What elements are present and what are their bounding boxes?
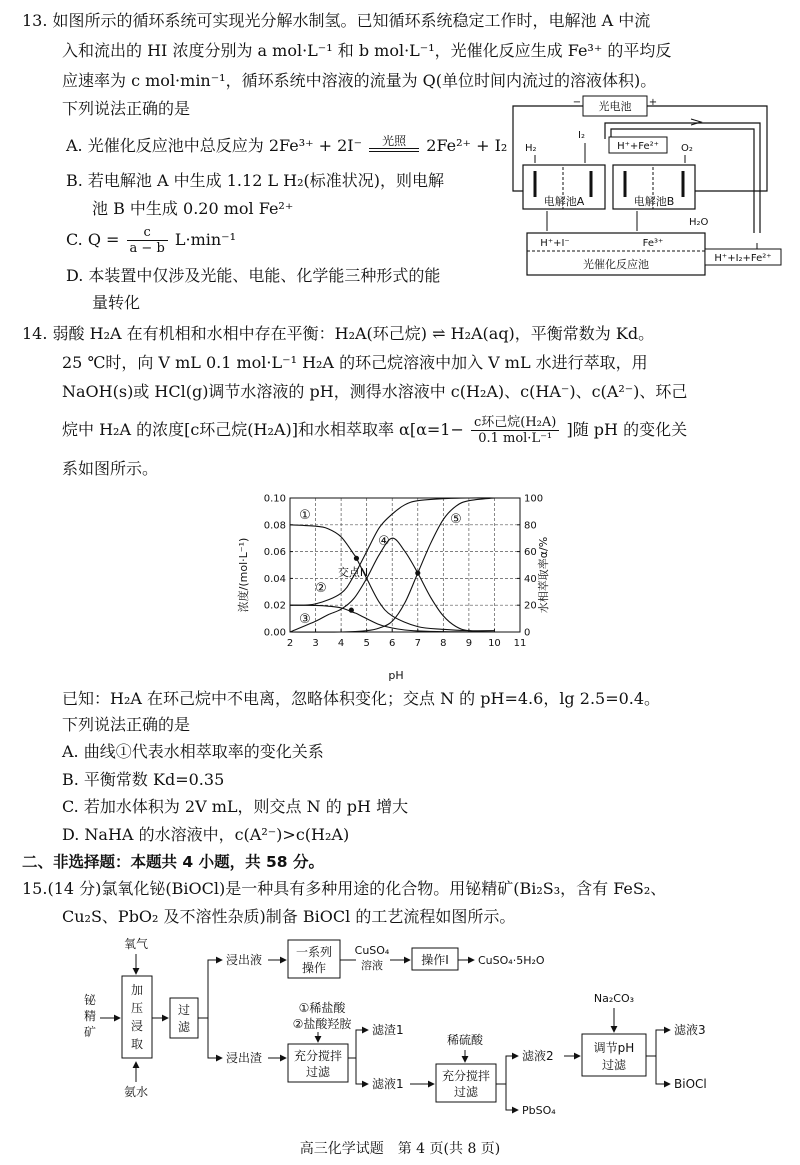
leach-label-4: 取 (130, 1037, 144, 1051)
q15-stem-line-1: 15.(14 分)氯氧化铋(BiOCl)是一种具有多种用途的化合物。用铋精矿(Bi₂S₃，含有 FeS₂、 (22, 879, 667, 898)
q13-option-a-pre: A. 光催化反应池中总反应为 2Fe³⁺ + 2I⁻ (66, 136, 363, 155)
chart-ylabel: 浓度/(mol·L⁻¹) (237, 537, 250, 613)
q13-option-c (66, 222, 236, 258)
y2-tick-label: 20 (524, 600, 537, 612)
q15-process-flowchart (60, 934, 760, 1124)
cuso4-solution-label-1: CuSO₄ (354, 944, 390, 957)
x-tick-label: 11 (513, 638, 527, 649)
cell-a-label: 电解池A (543, 195, 585, 208)
oxygen-label: 氧气 (123, 937, 149, 951)
reactor-label: 光催化反应池 (583, 258, 649, 271)
q13-option-a-post: 2Fe²⁺ + I₂ (426, 136, 508, 155)
series-label-3: ③ (299, 612, 311, 627)
q14-option-a: A. 曲线①代表水相萃取率的变化关系 (62, 742, 324, 761)
out-mix-label: H⁺+I₂+Fe²⁺ (714, 253, 772, 264)
series-label-2: ② (315, 581, 327, 596)
cuso4-solution-label-2: 溶液 (361, 959, 383, 972)
q13-option-d-line-1: D. 本装置中仅涉及光能、电能、化学能三种形式的能 (66, 266, 441, 285)
series-label-4: ④ (378, 534, 390, 549)
q14-option-c: C. 若加水体积为 2V mL，则交点 N 的 pH 增大 (62, 797, 409, 816)
bioci-product-label: BiOCl (674, 1077, 707, 1091)
x-tick-label: 6 (389, 638, 396, 649)
fraction-denominator: 0.1 mol·L⁻¹ (478, 431, 553, 446)
filtrate-3-label: 滤液3 (674, 1023, 706, 1037)
q13-option-c-pre: C. Q = (66, 230, 120, 249)
ore-label-2: 精 (83, 1009, 97, 1023)
chart-grid (290, 498, 520, 632)
y-tick-label: 0.10 (263, 493, 286, 505)
page-footer: 高三化学试题 第 4 页(共 8 页) (299, 1141, 501, 1157)
filtrate-1-label: 滤液1 (372, 1077, 404, 1091)
q14-ph-chart (225, 482, 565, 682)
stir-1-label-2: 过滤 (305, 1065, 331, 1079)
o2-label: O₂ (681, 143, 693, 154)
x-tick-label: 8 (440, 638, 447, 649)
h2o-label: H₂O (689, 217, 709, 228)
leach-label-2: 压 (130, 1001, 144, 1015)
intersection-point-3-5 (415, 570, 420, 575)
hi-label: H⁺+I⁻ (540, 238, 570, 249)
x-tick-label: 9 (465, 638, 473, 649)
section-2-heading: 二、非选择题：本题共 4 小题，共 58 分。 (22, 853, 324, 871)
q13-apparatus-diagram (505, 93, 785, 298)
q13-option-c-post: L·min⁻¹ (174, 230, 237, 249)
photocell-plus-label: + (648, 97, 658, 108)
q14-stem-line-4 (62, 413, 687, 447)
equals-sign-icon (369, 148, 419, 152)
x-tick-label: 7 (414, 638, 421, 649)
pbso4-label: PbSO₄ (522, 1104, 556, 1117)
series-op-label-2: 操作 (301, 961, 327, 975)
q13-stem-line-3: 应速率为 c mol·min⁻¹，循环系统中溶液的流量为 Q(单位时间内流过的溶液体积)。 (62, 71, 657, 90)
q14-ask: 下列说法正确的是 (62, 715, 191, 734)
y2-tick-label: 40 (524, 573, 537, 585)
x-tick-label: 3 (312, 638, 319, 649)
stir-1-label-1: 充分搅拌 (293, 1049, 343, 1063)
i2-label: I₂ (578, 130, 585, 141)
x-tick-label: 2 (286, 638, 294, 649)
intersection-n-label: 交点N (337, 566, 369, 579)
fraction-denominator: a − b (129, 241, 165, 256)
q14-known: 已知：H₂A 在环己烷中不电离，忽略体积变化；交点 N 的 pH=4.6，lg 2.5=0.4。 (62, 689, 661, 708)
chart-xlabel: pH (388, 669, 404, 682)
q13-option-b-line-2: 池 B 中生成 0.20 mol Fe²⁺ (92, 199, 294, 218)
chart-y2label: 水相萃取率α/% (537, 536, 550, 614)
q14-stem-line-1: 14. 弱酸 H₂A 在有机相和水相中存在平衡：H₂A(环己烷) ⇌ H₂A(aq)，平衡常数为 Kd。 (22, 324, 655, 343)
na2co3-label: Na₂CO₃ (593, 992, 635, 1005)
fe3-label: Fe³⁺ (642, 238, 664, 249)
fraction-numerator: c环己烷(H₂A) (471, 415, 559, 431)
intersection-point-2-3 (349, 608, 354, 613)
fraction-numerator: c (127, 225, 168, 241)
q13-option-c-fraction (127, 225, 168, 256)
x-tick-label: 5 (363, 638, 370, 649)
reagent-2-label: ②盐酸羟胺 (292, 1017, 352, 1031)
reagent-1-label: ①稀盐酸 (298, 1001, 346, 1015)
ore-label-3: 矿 (83, 1025, 97, 1039)
flow-arrow (691, 119, 701, 125)
cuso4-pentahydrate-label: CuSO₄·5H₂O (478, 954, 545, 967)
y2-tick-label: 60 (524, 547, 537, 559)
leach-label-1: 加 (130, 983, 144, 997)
q13-option-b-line-1: B. 若电解池 A 中生成 1.12 L H₂(标准状况)，则电解 (66, 171, 445, 190)
q14-stem-line-5: 系如图所示。 (62, 459, 159, 478)
series-label-1: ① (299, 508, 311, 523)
q13-stem-line-1: 13. 如图所示的循环系统可实现光分解水制氢。已知循环系统稳定工作时，电解池 A 中流 (22, 11, 651, 30)
q15-stem-line-2: Cu₂S、PbO₂ 及不溶性杂质)制备 BiOCl 的工艺流程如图所示。 (62, 907, 516, 926)
y2-tick-label: 100 (524, 493, 544, 505)
plot-frame (290, 498, 520, 632)
filter-label-1: 过 (177, 1003, 191, 1017)
x-tick-label: 4 (337, 638, 345, 649)
ammonia-label: 氨水 (123, 1085, 149, 1099)
q13-option-a (66, 135, 507, 158)
dilute-h2so4-label: 稀硫酸 (446, 1033, 484, 1047)
h-fe-label: H⁺+Fe²⁺ (617, 141, 659, 152)
residue-label: 浸出渣 (226, 1051, 263, 1065)
q14-alpha-fraction (471, 415, 559, 446)
intersection-n-point (354, 556, 359, 561)
series-label-5: ⑤ (450, 512, 462, 527)
h2-label: H₂ (525, 143, 537, 154)
stir-2-label-2: 过滤 (453, 1085, 479, 1099)
y2-tick-label: 80 (524, 520, 537, 532)
q13-option-a-condition: 光照 (382, 134, 407, 148)
cell-b-label: 电解池B (633, 195, 675, 208)
q14-option-d: D. NaHA 的水溶液中，c(A²⁻)>c(H₂A) (62, 825, 350, 844)
q13-stem-line-4: 下列说法正确的是 (62, 99, 191, 118)
y-tick-label: 0.08 (263, 520, 286, 532)
leachate-label: 浸出液 (226, 953, 263, 967)
ore-label-1: 铋 (83, 993, 97, 1007)
leach-label-3: 浸 (130, 1019, 144, 1033)
filtrate-2-label: 滤液2 (522, 1049, 554, 1063)
q14-stem-line-2: 25 ℃时，向 V mL 0.1 mol·L⁻¹ H₂A 的环己烷溶液中加入 V mL 水进行萃取，用 (62, 353, 648, 372)
q14-line-4-pre: 烷中 H₂A 的浓度[c环己烷(H₂A)]和水相萃取率 α[α=1− (62, 420, 464, 439)
series-op-label-1: 一系列 (295, 945, 333, 959)
q14-line-4-post: ]随 pH 的变化关 (566, 420, 688, 439)
photocell-minus-label: − (572, 97, 582, 108)
adjust-ph-label-2: 过滤 (601, 1058, 627, 1072)
x-tick-label: 10 (488, 638, 501, 649)
q14-stem-line-3: NaOH(s)或 HCl(g)调节水溶液的 pH，测得水溶液中 c(H₂A)、c(HA⁻)、c(A²⁻)、环己 (62, 382, 688, 401)
photocell-label: 光电池 (598, 100, 632, 113)
slag-1-label: 滤渣1 (372, 1023, 404, 1037)
stir-2-label-1: 充分搅拌 (441, 1069, 491, 1083)
q14-option-b: B. 平衡常数 Kd=0.35 (62, 770, 225, 789)
y2-tick-label: 0 (524, 627, 531, 639)
operation-1-label: 操作Ⅰ (421, 953, 449, 967)
y-tick-label: 0.00 (263, 627, 286, 639)
adjust-ph-label-1: 调节pH (593, 1041, 635, 1055)
filter-label-2: 滤 (177, 1020, 191, 1034)
y-tick-label: 0.04 (263, 573, 286, 585)
y-tick-label: 0.06 (263, 547, 286, 559)
q13-option-d-line-2: 量转化 (92, 293, 141, 312)
q13-stem-line-2: 入和流出的 HI 浓度分别为 a mol·L⁻¹ 和 b mol·L⁻¹，光催化反应生成 Fe³⁺ 的平均反 (62, 41, 672, 60)
y-tick-label: 0.02 (263, 600, 286, 612)
